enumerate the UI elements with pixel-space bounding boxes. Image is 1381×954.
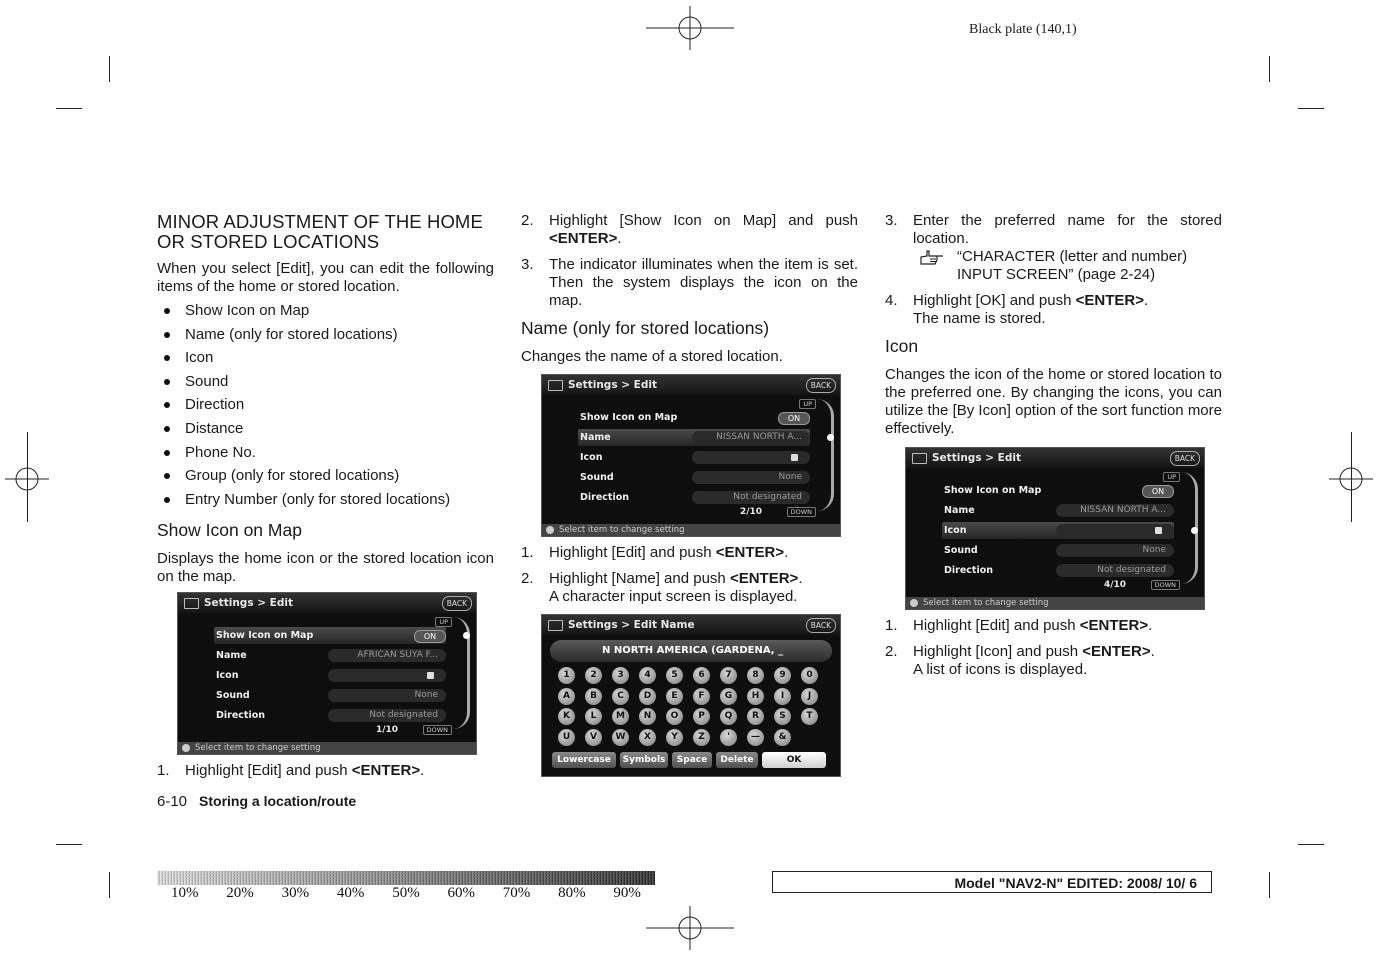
- back-button[interactable]: BACK: [442, 596, 472, 611]
- row-value: Not designated: [1056, 564, 1174, 577]
- row-name[interactable]: [942, 502, 1174, 519]
- crop-mark: [1298, 108, 1324, 109]
- row-sound[interactable]: [578, 469, 810, 486]
- key-B[interactable]: B: [585, 688, 602, 705]
- enter-key: <ENTER>: [1082, 643, 1151, 660]
- plate-label: Black plate (140,1): [969, 22, 1077, 37]
- name-entry-field[interactable]: N NORTH AMERICA (GARDENA, _: [550, 640, 832, 662]
- row-label: Show Icon on Map: [216, 630, 314, 641]
- crop-mark: [109, 872, 110, 898]
- row-name[interactable]: [578, 429, 810, 446]
- step-note: The name is stored.: [913, 310, 1046, 327]
- key-T[interactable]: T: [801, 708, 818, 725]
- registration-mark-left: [5, 457, 49, 501]
- list-item: Phone No.: [157, 444, 494, 468]
- row-value: [328, 669, 446, 682]
- crop-mark: [1298, 844, 1324, 845]
- crop-mark: [1269, 56, 1270, 82]
- list-item: Direction: [157, 396, 494, 420]
- step-text: Enter the preferred name for the stored location.: [913, 212, 1222, 247]
- step-text: Highlight [Show Icon on Map] and push: [549, 212, 858, 229]
- step-text: Highlight [Edit] and push: [549, 544, 712, 561]
- key-S[interactable]: S: [774, 708, 791, 725]
- back-button[interactable]: BACK: [1170, 451, 1200, 466]
- key-M[interactable]: M: [612, 708, 629, 725]
- up-button[interactable]: UP: [799, 399, 816, 409]
- key-Z[interactable]: Z: [693, 729, 710, 746]
- screen-title: Settings > Edit: [204, 597, 293, 609]
- nav-screen-show-icon: [177, 592, 477, 755]
- menu-icon: [912, 453, 927, 464]
- list-item: Entry Number (only for stored locations): [157, 491, 494, 515]
- key-5[interactable]: 5: [666, 667, 683, 684]
- page-indicator: 4/10: [1104, 580, 1127, 590]
- step-note: A character input screen is displayed.: [549, 588, 798, 605]
- menu-icon: [184, 598, 199, 609]
- step-end: .: [1143, 292, 1149, 309]
- up-button[interactable]: UP: [435, 617, 452, 627]
- tone-scale-labels: [171, 885, 669, 902]
- reference-text: “CHARACTER (letter and number) INPUT SCREEN” (page 2-24): [957, 248, 1188, 283]
- row-sound[interactable]: [214, 687, 446, 704]
- row-label: Direction: [944, 565, 993, 576]
- column-3: [885, 212, 1222, 444]
- screen-header: [906, 448, 1204, 468]
- list-item: Show Icon on Map: [157, 302, 494, 326]
- key-7[interactable]: 7: [720, 667, 737, 684]
- menu-icon: [548, 380, 563, 391]
- tone-label: 60%: [447, 885, 475, 901]
- step-number: 1.: [157, 762, 170, 779]
- key-4[interactable]: 4: [639, 667, 656, 684]
- icon-square: [791, 454, 798, 461]
- list-item: Distance: [157, 420, 494, 444]
- key-A[interactable]: A: [558, 688, 575, 705]
- key-L[interactable]: L: [585, 708, 602, 725]
- screen-title: Settings > Edit: [932, 452, 1021, 464]
- row-show-icon[interactable]: [214, 627, 446, 644]
- screen-footer: [906, 597, 1204, 609]
- key-1[interactable]: 1: [558, 667, 575, 684]
- step: [885, 643, 1222, 679]
- step-number: 1.: [521, 544, 534, 561]
- tone-label: 70%: [502, 885, 531, 901]
- step-end: .: [420, 762, 425, 779]
- icon-square: [1155, 527, 1162, 534]
- row-sound[interactable]: [942, 542, 1174, 559]
- step-end: .: [617, 230, 622, 247]
- step-number: 2.: [885, 643, 898, 660]
- on-indicator: ON: [414, 630, 446, 643]
- screen-header: [178, 593, 476, 613]
- row-icon[interactable]: [214, 667, 446, 684]
- key-P[interactable]: P: [693, 708, 710, 725]
- step-text: Highlight [Edit] and push: [185, 762, 348, 779]
- key-0[interactable]: 0: [801, 667, 818, 684]
- row-value: None: [1056, 544, 1174, 557]
- footer-text: Select item to change setting: [195, 743, 321, 753]
- step: [885, 617, 1222, 635]
- nav-screen-name: [541, 374, 841, 537]
- key-D[interactable]: D: [639, 688, 656, 705]
- key-Y[interactable]: Y: [666, 729, 683, 746]
- key-H[interactable]: H: [747, 688, 764, 705]
- step: [521, 544, 858, 562]
- icon-square: [427, 672, 434, 679]
- row-label: Sound: [580, 472, 614, 483]
- enter-key: <ENTER>: [1075, 292, 1144, 309]
- registration-mark-right: [1329, 457, 1373, 501]
- page-indicator: 2/10: [740, 507, 763, 517]
- page-footer: [157, 793, 356, 810]
- tone-label: 20%: [226, 885, 254, 901]
- row-value: None: [692, 471, 810, 484]
- row-show-icon[interactable]: [942, 482, 1174, 499]
- step: [521, 256, 858, 310]
- list-item: Icon: [157, 349, 494, 373]
- row-label: Icon: [944, 525, 967, 536]
- step-number: 2.: [521, 212, 534, 229]
- step-note: A list of icons is displayed.: [913, 661, 1088, 678]
- subheading: Show Icon on Map: [157, 520, 302, 541]
- enter-key: <ENTER>: [715, 544, 785, 561]
- symbols-button[interactable]: Symbols: [620, 752, 668, 768]
- screen-footer: [542, 524, 840, 536]
- registration-mark-bottom: [646, 906, 734, 950]
- row-label: Direction: [580, 492, 629, 503]
- key-I[interactable]: I: [774, 688, 791, 705]
- menu-icon: [548, 620, 563, 631]
- pointing-hand-icon: [919, 248, 945, 266]
- row-icon[interactable]: [942, 522, 1174, 539]
- step: [885, 212, 1222, 248]
- page-indicator: 1/10: [376, 725, 399, 735]
- row-icon[interactable]: [578, 449, 810, 466]
- column-1: [157, 212, 494, 592]
- key-—[interactable]: —: [747, 729, 764, 746]
- screen-footer: [178, 742, 476, 754]
- enter-key: <ENTER>: [549, 230, 618, 247]
- step: [885, 292, 1222, 328]
- step-text: Highlight [Edit] and push: [913, 617, 1076, 634]
- ok-button[interactable]: OK: [762, 752, 826, 768]
- info-icon: [910, 599, 918, 607]
- nav-screen-icon: [905, 447, 1205, 610]
- row-value: NISSAN NORTH A...: [1056, 504, 1174, 517]
- selection-dot: [463, 632, 470, 639]
- row-direction[interactable]: [942, 562, 1174, 579]
- row-direction[interactable]: [578, 489, 810, 506]
- key-X[interactable]: X: [639, 729, 656, 746]
- row-label: Name: [580, 432, 611, 443]
- step-number: 3.: [521, 256, 534, 273]
- page-reference[interactable]: [885, 248, 1222, 284]
- key-O[interactable]: O: [666, 708, 683, 725]
- crop-mark: [109, 56, 110, 82]
- tone-label: 90%: [613, 885, 641, 901]
- tone-label: 50%: [392, 885, 420, 901]
- nav-screen-keyboard: [541, 614, 841, 777]
- crop-mark: [56, 844, 82, 845]
- crop-mark: [56, 108, 82, 109]
- key-2[interactable]: 2: [585, 667, 602, 684]
- enter-key: <ENTER>: [351, 762, 421, 779]
- page-number: 6-10: [157, 793, 188, 810]
- column-3-after: [885, 617, 1222, 687]
- step: [521, 212, 858, 248]
- back-button[interactable]: BACK: [806, 378, 836, 393]
- list-item: Group (only for stored locations): [157, 467, 494, 491]
- subheading: Icon: [885, 336, 919, 356]
- scroll-arc[interactable]: [817, 399, 834, 511]
- step-end: .: [1150, 643, 1155, 660]
- screen-title: Settings > Edit Name: [568, 619, 695, 631]
- description: Changes the icon of the home or stored location to the preferred one. By changing the icons, you can utilize the [By Icon] option of the sort function more effectively.: [885, 366, 1222, 437]
- footer-text: Select item to change setting: [923, 598, 1049, 608]
- row-name[interactable]: [214, 647, 446, 664]
- row-value: [692, 451, 810, 464]
- enter-key: <ENTER>: [729, 570, 799, 587]
- key-F[interactable]: F: [693, 688, 710, 705]
- section-heading: MINOR ADJUSTMENT OF THE HOME OR STORED LOCATIONS: [157, 211, 483, 252]
- row-value: [1056, 524, 1174, 537]
- tone-label: 30%: [281, 885, 310, 901]
- key-Q[interactable]: Q: [720, 708, 737, 725]
- row-label: Icon: [580, 452, 603, 463]
- row-value: NISSAN NORTH A...: [692, 431, 810, 444]
- row-label: Show Icon on Map: [944, 485, 1042, 496]
- key-&[interactable]: &: [774, 729, 791, 746]
- key-3[interactable]: 3: [612, 667, 629, 684]
- row-value: Not designated: [328, 709, 446, 722]
- key-U[interactable]: U: [558, 729, 575, 746]
- description: Changes the name of a stored location.: [521, 348, 783, 365]
- key-9[interactable]: 9: [774, 667, 791, 684]
- enter-key: <ENTER>: [1079, 617, 1149, 634]
- key-'[interactable]: ': [720, 729, 737, 746]
- step: [157, 762, 494, 780]
- key-V[interactable]: V: [585, 729, 602, 746]
- row-label: Name: [216, 650, 247, 661]
- row-value: AFRICAN SUYA F...: [328, 649, 446, 662]
- lowercase-button[interactable]: Lowercase: [552, 752, 616, 768]
- row-show-icon[interactable]: [578, 409, 810, 426]
- column-2-middle: [521, 544, 858, 614]
- key-E[interactable]: E: [666, 688, 683, 705]
- tone-scale-bar: [157, 871, 655, 885]
- selection-dot: [827, 434, 834, 441]
- row-direction[interactable]: [214, 707, 446, 724]
- row-label: Sound: [216, 690, 250, 701]
- column-2: [521, 212, 858, 372]
- model-edit-box: Model "NAV2-N" EDITED: 2008/ 10/ 6: [772, 871, 1212, 893]
- row-label: Name: [944, 505, 975, 516]
- on-indicator: ON: [1142, 485, 1174, 498]
- step-number: 3.: [885, 212, 898, 229]
- description: Displays the home icon or the stored location icon on the map.: [157, 550, 494, 586]
- tone-label: 40%: [336, 885, 365, 901]
- key-J[interactable]: J: [801, 688, 818, 705]
- down-button[interactable]: DOWN: [423, 725, 452, 735]
- key-W[interactable]: W: [612, 729, 629, 746]
- down-button[interactable]: DOWN: [787, 507, 816, 517]
- info-icon: [182, 744, 190, 752]
- step: [521, 570, 858, 606]
- column-1-after: [157, 762, 494, 788]
- subheading: Name (only for stored locations): [521, 318, 770, 338]
- back-button[interactable]: BACK: [806, 618, 836, 633]
- screen-header: [542, 375, 840, 395]
- step-end: .: [784, 544, 789, 561]
- tone-label: 10%: [171, 885, 199, 901]
- step-end: .: [798, 570, 803, 587]
- row-label: Direction: [216, 710, 265, 721]
- key-N[interactable]: N: [639, 708, 656, 725]
- row-label: Show Icon on Map: [580, 412, 678, 423]
- crop-mark: [1269, 872, 1270, 898]
- list-item: Sound: [157, 373, 494, 397]
- key-6[interactable]: 6: [693, 667, 710, 684]
- row-value: Not designated: [692, 491, 810, 504]
- key-G[interactable]: G: [720, 688, 737, 705]
- step-end: .: [1148, 617, 1153, 634]
- step-number: 1.: [885, 617, 898, 634]
- intro-paragraph: When you select [Edit], you can edit the following items of the home or stored location.: [157, 260, 494, 295]
- space-button[interactable]: Space: [672, 752, 712, 768]
- row-label: Sound: [944, 545, 978, 556]
- footer-text: Select item to change setting: [559, 525, 685, 535]
- step-text: Highlight [Icon] and push: [913, 643, 1079, 660]
- step-text: Highlight [Name] and push: [549, 570, 726, 587]
- key-8[interactable]: 8: [747, 667, 764, 684]
- row-label: Icon: [216, 670, 239, 681]
- key-K[interactable]: K: [558, 708, 575, 725]
- up-button[interactable]: UP: [1163, 472, 1180, 482]
- key-C[interactable]: C: [612, 688, 629, 705]
- key-R[interactable]: R: [747, 708, 764, 725]
- step-text: The indicator illuminates when the item is set. Then the system displays the icon on the map.: [549, 256, 858, 309]
- down-button[interactable]: DOWN: [1151, 580, 1180, 590]
- step-number: 4.: [885, 292, 898, 309]
- info-icon: [546, 526, 554, 534]
- edit-items-list: [157, 302, 494, 514]
- screen-title: Settings > Edit: [568, 379, 657, 391]
- step-number: 2.: [521, 570, 534, 587]
- section-name: Storing a location/route: [199, 793, 357, 809]
- registration-mark-top: [646, 6, 734, 50]
- screen-header: [542, 615, 840, 635]
- list-item: Name (only for stored locations): [157, 326, 494, 350]
- tone-label: 80%: [558, 885, 586, 901]
- selection-dot: [1191, 527, 1198, 534]
- delete-button[interactable]: Delete: [716, 752, 758, 768]
- step-text: Highlight [OK] and push: [913, 292, 1072, 309]
- row-value: None: [328, 689, 446, 702]
- on-indicator: ON: [778, 412, 810, 425]
